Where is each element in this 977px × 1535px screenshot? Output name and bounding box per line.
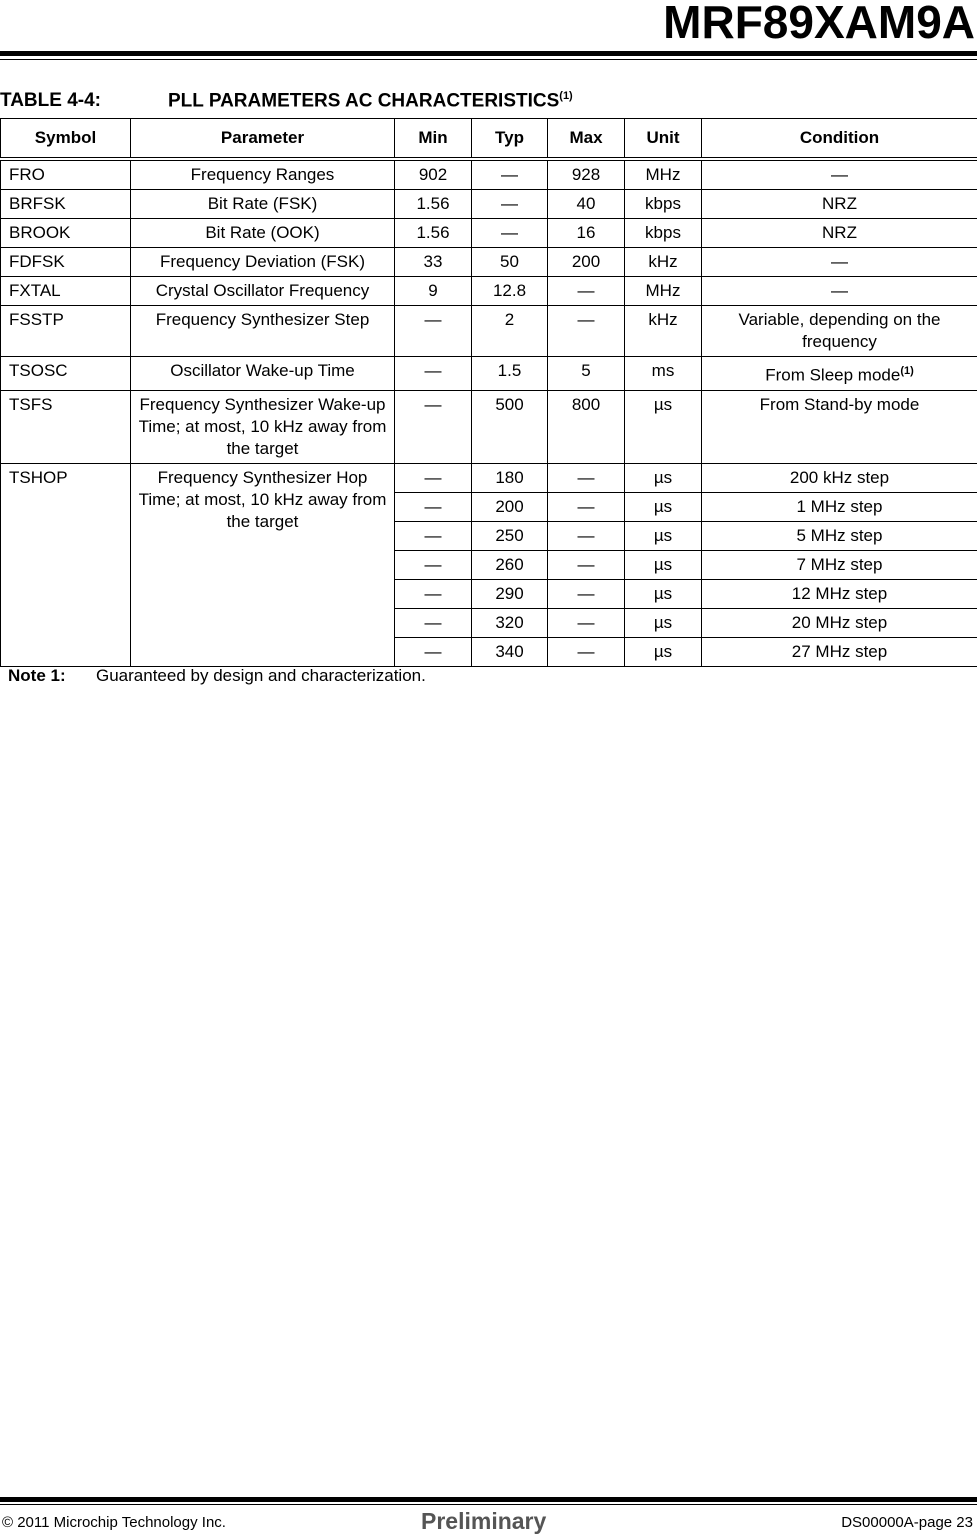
cell-unit: MHz <box>625 159 702 190</box>
cell-condition: Variable, depending on the frequency <box>702 306 977 357</box>
cell-unit: µs <box>625 463 702 492</box>
condition-text: From Sleep mode <box>765 365 901 385</box>
footer-copyright: © 2011 Microchip Technology Inc. <box>2 1514 226 1531</box>
table-row <box>1 159 977 190</box>
cell-condition: 200 kHz step <box>702 463 977 492</box>
cell-parameter: Frequency Synthesizer Step <box>131 306 395 357</box>
cell-unit: ms <box>625 357 702 391</box>
cell-parameter: Oscillator Wake-up Time <box>131 357 395 391</box>
cell-min: — <box>395 357 472 391</box>
cell-unit: kbps <box>625 190 702 219</box>
cell-symbol: BROOK <box>1 219 131 248</box>
cell-max: 928 <box>548 159 625 190</box>
table-caption-number: TABLE 4-4: <box>0 90 101 112</box>
cell-condition: 7 MHz step <box>702 550 977 579</box>
table-row <box>1 248 977 277</box>
cell-max: 40 <box>548 190 625 219</box>
cell-unit: µs <box>625 550 702 579</box>
cell-unit: µs <box>625 637 702 666</box>
cell-unit: µs <box>625 608 702 637</box>
cell-symbol: TSHOP <box>1 463 131 666</box>
table-note-text: Guaranteed by design and characterization. <box>96 666 426 685</box>
table-note <box>8 666 426 686</box>
footer-rule-thin <box>0 1504 977 1505</box>
header-rule <box>0 51 977 56</box>
cell-max: — <box>548 277 625 306</box>
cell-typ: 260 <box>472 550 548 579</box>
cell-max: 800 <box>548 390 625 463</box>
cell-typ: 1.5 <box>472 357 548 391</box>
cell-max: — <box>548 306 625 357</box>
cell-min: — <box>395 521 472 550</box>
cell-typ: 12.8 <box>472 277 548 306</box>
cell-typ: — <box>472 159 548 190</box>
table-header-row <box>1 119 977 160</box>
column-header-min: Min <box>395 119 472 160</box>
cell-min: 902 <box>395 159 472 190</box>
cell-unit: kbps <box>625 219 702 248</box>
cell-min: — <box>395 306 472 357</box>
column-header-parameter: Parameter <box>131 119 395 160</box>
cell-typ: 250 <box>472 521 548 550</box>
cell-max: 200 <box>548 248 625 277</box>
cell-condition: — <box>702 277 977 306</box>
cell-parameter: Crystal Oscillator Frequency <box>131 277 395 306</box>
cell-min: 33 <box>395 248 472 277</box>
cell-unit: MHz <box>625 277 702 306</box>
cell-unit: µs <box>625 492 702 521</box>
cell-symbol: BRFSK <box>1 190 131 219</box>
cell-parameter: Frequency Ranges <box>131 159 395 190</box>
cell-unit: kHz <box>625 248 702 277</box>
table-note-label: Note 1: <box>8 666 66 685</box>
cell-condition: From Stand-by mode <box>702 390 977 463</box>
cell-condition: 12 MHz step <box>702 579 977 608</box>
cell-symbol: FDFSK <box>1 248 131 277</box>
cell-condition: 1 MHz step <box>702 492 977 521</box>
cell-min: 1.56 <box>395 190 472 219</box>
cell-condition: 27 MHz step <box>702 637 977 666</box>
cell-min: 9 <box>395 277 472 306</box>
cell-max: — <box>548 550 625 579</box>
table-row <box>1 219 977 248</box>
cell-parameter: Frequency Deviation (FSK) <box>131 248 395 277</box>
cell-symbol: TSFS <box>1 390 131 463</box>
cell-max: 5 <box>548 357 625 391</box>
cell-typ: 500 <box>472 390 548 463</box>
table-row <box>1 190 977 219</box>
cell-unit: µs <box>625 390 702 463</box>
pll-parameters-table <box>0 118 977 667</box>
cell-min: — <box>395 550 472 579</box>
cell-typ: — <box>472 190 548 219</box>
cell-symbol: TSOSC <box>1 357 131 391</box>
cell-typ: 50 <box>472 248 548 277</box>
cell-min: 1.56 <box>395 219 472 248</box>
cell-parameter: Bit Rate (OOK) <box>131 219 395 248</box>
cell-condition: 20 MHz step <box>702 608 977 637</box>
cell-symbol: FRO <box>1 159 131 190</box>
footer-status: Preliminary <box>421 1508 547 1534</box>
cell-condition: NRZ <box>702 190 977 219</box>
cell-condition: NRZ <box>702 219 977 248</box>
cell-min: — <box>395 637 472 666</box>
cell-typ: 180 <box>472 463 548 492</box>
cell-parameter: Frequency Synthesizer Hop Time; at most, 10 kHz away from the target <box>131 463 395 666</box>
table-caption <box>0 90 573 112</box>
cell-condition <box>702 357 977 391</box>
footer-rule <box>0 1497 977 1502</box>
cell-max: — <box>548 637 625 666</box>
condition-note-ref: (1) <box>900 365 914 377</box>
cell-condition: — <box>702 159 977 190</box>
cell-min: — <box>395 463 472 492</box>
cell-condition: — <box>702 248 977 277</box>
cell-typ: 290 <box>472 579 548 608</box>
cell-min: — <box>395 608 472 637</box>
cell-unit: µs <box>625 579 702 608</box>
column-header-condition: Condition <box>702 119 977 160</box>
cell-min: — <box>395 579 472 608</box>
cell-symbol: FXTAL <box>1 277 131 306</box>
footer-page-ref: DS00000A-page 23 <box>841 1514 973 1531</box>
cell-max: — <box>548 521 625 550</box>
cell-condition: 5 MHz step <box>702 521 977 550</box>
cell-min: — <box>395 390 472 463</box>
cell-max: — <box>548 579 625 608</box>
cell-max: — <box>548 463 625 492</box>
document-title: MRF89XAM9A <box>663 0 975 48</box>
column-header-typ: Typ <box>472 119 548 160</box>
column-header-symbol: Symbol <box>1 119 131 160</box>
cell-typ: 2 <box>472 306 548 357</box>
cell-parameter: Frequency Synthesizer Wake-up Time; at most, 10 kHz away from the target <box>131 390 395 463</box>
table-row <box>1 357 977 391</box>
cell-max: 16 <box>548 219 625 248</box>
cell-typ: 320 <box>472 608 548 637</box>
column-header-max: Max <box>548 119 625 160</box>
cell-typ: — <box>472 219 548 248</box>
table-row <box>1 277 977 306</box>
table-caption-note-ref: (1) <box>559 90 573 102</box>
cell-unit: µs <box>625 521 702 550</box>
header-rule-thin <box>0 59 977 60</box>
cell-max: — <box>548 608 625 637</box>
cell-typ: 200 <box>472 492 548 521</box>
table-row <box>1 390 977 463</box>
cell-parameter: Bit Rate (FSK) <box>131 190 395 219</box>
cell-symbol: FSSTP <box>1 306 131 357</box>
cell-min: — <box>395 492 472 521</box>
column-header-unit: Unit <box>625 119 702 160</box>
table-caption-title: PLL PARAMETERS AC CHARACTERISTICS <box>168 90 560 112</box>
cell-unit: kHz <box>625 306 702 357</box>
cell-max: — <box>548 492 625 521</box>
cell-typ: 340 <box>472 637 548 666</box>
table-row <box>1 306 977 357</box>
table-row <box>1 463 977 492</box>
